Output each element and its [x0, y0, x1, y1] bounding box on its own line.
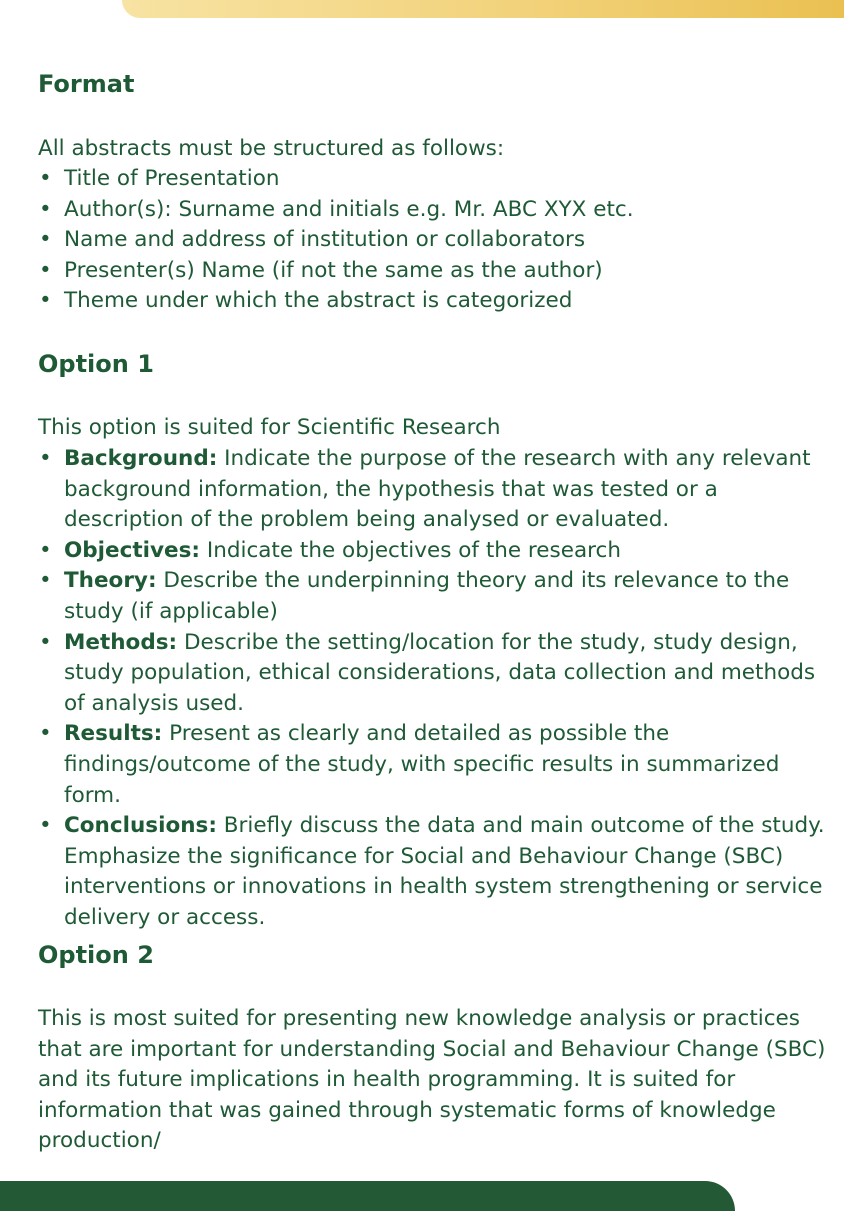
bullet-icon: •: [39, 196, 52, 222]
format-intro: All abstracts must be structured as follows:: [38, 136, 505, 161]
list-item: • Author(s): Surname and initials e.g. Mr. ABC XYX etc.: [38, 195, 828, 226]
item-label: Objectives:: [64, 537, 201, 563]
bullet-icon: •: [39, 446, 52, 471]
list-item: • Objectives: Indicate the objectives of the research: [38, 536, 828, 567]
bullet-icon: •: [39, 629, 52, 655]
item-label: Results:: [64, 721, 163, 747]
item-label: Conclusions:: [64, 813, 217, 839]
bullet-icon: •: [39, 721, 52, 747]
option1-heading: Option 1: [38, 350, 154, 378]
list-item: • Methods: Describe the setting/location for the study, study design, study population, ethical considerations, data collection and methods of analysis used.: [39, 629, 816, 716]
bullet-icon: •: [39, 257, 52, 283]
bullet-icon: •: [39, 568, 52, 594]
list-item: • Theory: Describe the underpinning theory and its relevance to the study (if applicable): [39, 568, 790, 624]
bullet-icon: •: [39, 166, 52, 191]
list-item: • Conclusions: Briefly discuss the data and main outcome of the study. Emphasize the significance for Social and Behaviour Change (SBC) interventions or innovations in health system strengthening or service delivery or access.: [39, 813, 825, 930]
list-item: • Results: Present as clearly and detailed as possible the findings/outcome of the study, with specific results in summarized form.: [39, 721, 780, 808]
list-item: • Theme under which the abstract is categorized: [38, 286, 828, 317]
option2-heading: Option 2: [38, 941, 154, 969]
list-item: • Background: Indicate the purpose of the research with any relevant background information, the hypothesis that was tested or a description of the problem being analysed or evaluated.: [39, 446, 811, 533]
bullet-icon: •: [39, 288, 52, 314]
bullet-icon: •: [39, 227, 52, 253]
option1-intro: This option is suited for Scientific Research: [38, 415, 501, 440]
format-list: [38, 164, 828, 317]
bullet-icon: •: [39, 813, 52, 839]
bullet-icon: •: [39, 537, 52, 563]
option2-text: This is most suited for presenting new knowledge analysis or practices that are important for understanding Social and Behaviour Change (SBC) and its future implications in health programming. It is suited for information that was gained through systematic forms of knowledge production/: [38, 1006, 826, 1154]
list-item: • Presenter(s) Name (if not the same as the author): [38, 256, 828, 287]
bottom-decorative-bar: [0, 1181, 735, 1211]
option1-list: [38, 444, 828, 934]
item-label: Background:: [64, 446, 218, 471]
item-label: Methods:: [64, 629, 178, 655]
item-label: Theory:: [64, 568, 157, 594]
top-decorative-bar: [122, 0, 844, 18]
list-item: • Title of Presentation: [38, 164, 828, 195]
list-item: • Name and address of institution or collaborators: [38, 225, 828, 256]
format-heading: Format: [38, 70, 135, 98]
